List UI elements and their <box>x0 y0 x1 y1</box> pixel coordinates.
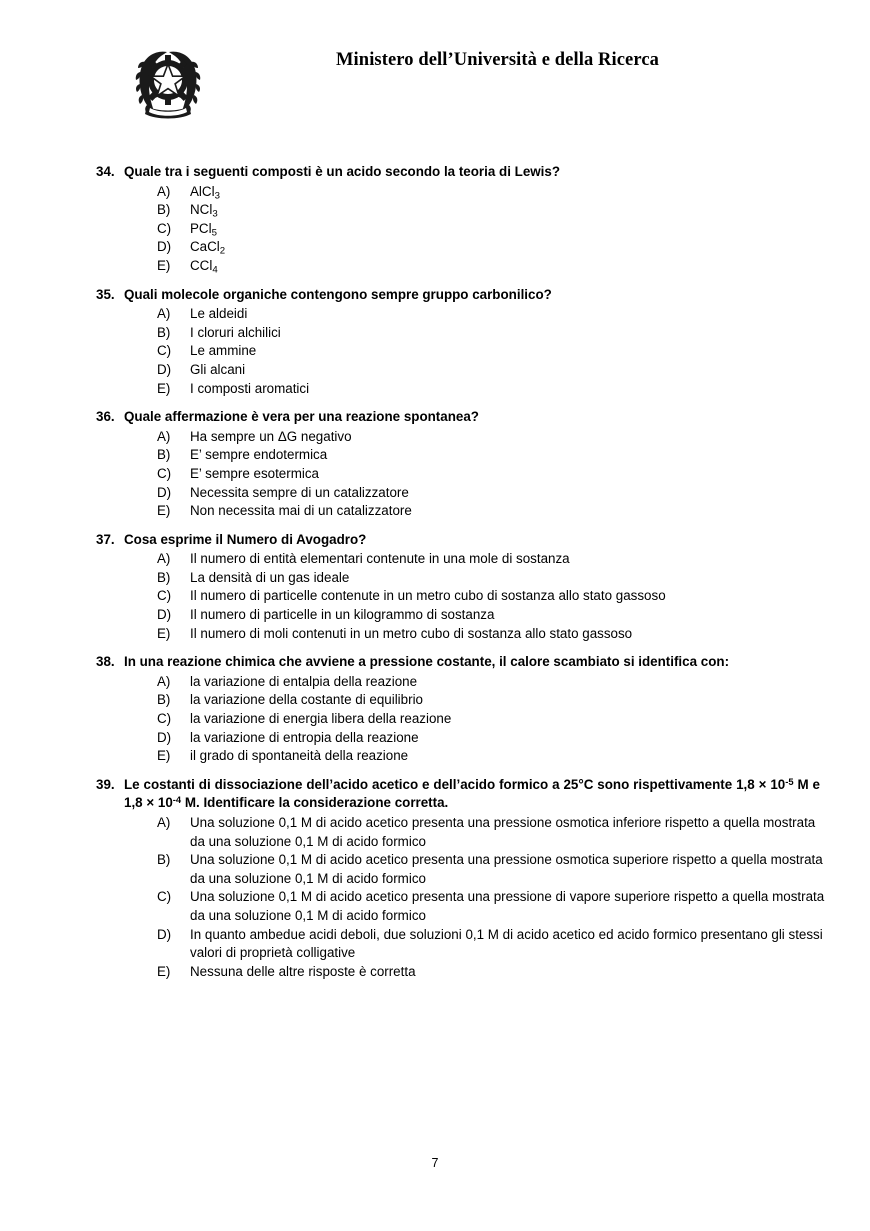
option-text: Necessita sempre di un catalizzatore <box>190 484 409 500</box>
option-letter: C) <box>157 220 172 236</box>
option-row[interactable] <box>0 342 870 361</box>
option-text: la variazione di energia libera della reazione <box>190 711 452 727</box>
option-text: In quanto ambedue acidi deboli, due soluzioni 0,1 M di acido acetico ed acido formico presentano gli stessi valori di proprietà colligative <box>190 926 823 961</box>
option-row[interactable] <box>0 691 870 710</box>
option-text: AlCl$_3$ <box>190 183 220 202</box>
question-number: 35. <box>96 286 115 302</box>
option-letter: E) <box>157 625 171 641</box>
option-row[interactable] <box>0 183 870 202</box>
option-text: Non necessita mai di un catalizzatore <box>190 503 412 519</box>
option-list <box>0 428 870 521</box>
option-letter: B) <box>157 202 171 218</box>
option-letter: D) <box>157 361 172 377</box>
option-row[interactable] <box>0 569 870 588</box>
option-row[interactable] <box>0 324 870 343</box>
option-letter: C) <box>157 711 172 727</box>
option-text: CCl$_4$ <box>190 257 218 276</box>
option-letter: B) <box>157 324 171 340</box>
option-text: E’ sempre endotermica <box>190 447 328 463</box>
option-row[interactable] <box>0 851 870 888</box>
option-text: la variazione della costante di equilibrio <box>190 692 423 708</box>
option-text: I cloruri alchilici <box>190 324 281 340</box>
question-block <box>0 776 870 982</box>
question-number: 34. <box>96 164 115 179</box>
option-text: Una soluzione 0,1 M di acido acetico presenta una pressione osmotica superiore rispetto a quella mostrata da una soluzione 0,1 M di acido formico <box>190 852 823 886</box>
question-text: Quale tra i seguenti composti è un acido secondo la teoria di Lewis? <box>124 164 561 179</box>
option-list <box>0 673 870 766</box>
option-letter: C) <box>157 588 172 604</box>
option-text: I composti aromatici <box>190 380 310 396</box>
option-letter: D) <box>157 926 172 942</box>
option-text: Il numero di particelle contenute in un metro cubo di sostanza allo stato gassoso <box>190 588 666 604</box>
option-row[interactable] <box>0 220 870 239</box>
option-list <box>0 305 870 398</box>
emblem-of-italy-icon <box>134 42 202 134</box>
option-row[interactable] <box>0 587 870 606</box>
option-text: Una soluzione 0,1 M di acido acetico presenta una pressione osmotica inferiore rispetto a quella mostrata da una soluzione 0,1 M di acido formico <box>190 815 816 849</box>
option-letter: E) <box>157 748 171 764</box>
option-row[interactable] <box>0 305 870 324</box>
option-text: la variazione di entropia della reazione <box>190 729 419 745</box>
question-block <box>0 286 870 399</box>
option-text: PCl$_5$ <box>190 220 217 239</box>
option-row[interactable] <box>0 484 870 503</box>
option-letter: A) <box>157 306 171 322</box>
option-row[interactable] <box>0 465 870 484</box>
option-text: La densità di un gas ideale <box>190 569 350 585</box>
option-letter: E) <box>157 963 171 979</box>
option-row[interactable] <box>0 550 870 569</box>
question-stem <box>0 286 870 305</box>
option-text: Il numero di entità elementari contenute in una mole di sostanza <box>190 551 570 567</box>
option-row[interactable] <box>0 710 870 729</box>
option-letter: D) <box>157 607 172 623</box>
option-letter: C) <box>157 343 172 359</box>
option-text: Le ammine <box>190 343 257 359</box>
option-row[interactable] <box>0 926 870 963</box>
option-row[interactable] <box>0 963 870 982</box>
option-letter: E) <box>157 380 171 396</box>
option-letter: B) <box>157 569 171 585</box>
question-number: 37. <box>96 531 115 547</box>
question-text: In una reazione chimica che avviene a pressione costante, il calore scambiato si identifica con: <box>124 654 730 670</box>
question-stem <box>0 531 870 550</box>
option-letter: C) <box>157 889 172 905</box>
option-list <box>0 183 870 276</box>
option-row[interactable] <box>0 673 870 692</box>
option-text: Ha sempre un ΔG negativo <box>190 428 352 444</box>
option-list <box>0 814 870 981</box>
option-text: Gli alcani <box>190 361 246 377</box>
page-number: 7 <box>431 1156 439 1170</box>
option-row[interactable] <box>0 361 870 380</box>
option-letter: B) <box>157 447 171 463</box>
option-letter: D) <box>157 729 172 745</box>
question-block <box>0 408 870 521</box>
question-stem <box>0 653 870 672</box>
question-number: 36. <box>96 409 115 425</box>
page-header <box>0 0 870 150</box>
option-letter: A) <box>157 183 171 199</box>
question-text: Cosa esprime il Numero di Avogadro? <box>124 531 367 547</box>
option-row[interactable] <box>0 747 870 766</box>
question-block <box>0 531 870 644</box>
option-text: il grado di spontaneità della reazione <box>190 748 409 764</box>
question-stem <box>0 163 870 182</box>
option-list <box>0 550 870 643</box>
option-text: CaCl$_2$ <box>190 239 226 258</box>
option-text: la variazione di entalpia della reazione <box>190 673 418 689</box>
option-row[interactable] <box>0 625 870 644</box>
option-letter: A) <box>157 673 171 689</box>
question-list <box>0 163 870 991</box>
option-row[interactable] <box>0 814 870 851</box>
question-block <box>0 653 870 766</box>
option-row[interactable] <box>0 446 870 465</box>
option-row[interactable] <box>0 606 870 625</box>
option-row[interactable] <box>0 729 870 748</box>
option-row[interactable] <box>0 257 870 276</box>
option-row[interactable] <box>0 888 870 925</box>
question-text: Quali molecole organiche contengono sempre gruppo carbonilico? <box>124 286 552 302</box>
question-stem <box>0 776 870 813</box>
option-row[interactable] <box>0 502 870 521</box>
option-letter: A) <box>157 551 171 567</box>
option-letter: C) <box>157 465 172 481</box>
option-text: Il numero di particelle in un kilogrammo di sostanza <box>190 607 495 623</box>
option-letter: E) <box>157 257 171 273</box>
option-text: Una soluzione 0,1 M di acido acetico presenta una pressione di vapore superiore rispetto a quella mostrata da una soluzione 0,1 M di acido formico <box>190 889 825 923</box>
option-text: Nessuna delle altre risposte è corretta <box>190 963 416 979</box>
option-letter: A) <box>157 428 171 444</box>
question-block <box>0 163 870 276</box>
option-letter: B) <box>157 692 171 708</box>
option-letter: D) <box>157 239 172 255</box>
question-text: Le costanti di dissociazione dell’acido acetico e dell’acido formico a 25°C sono rispettivamente $1,8 \times 10^{-5}$ M e $1,8 \times 10^{-4}$ M. Identificare la considerazione corretta. <box>124 776 820 811</box>
option-row[interactable] <box>0 380 870 399</box>
question-text: Quale affermazione è vera per una reazione spontanea? <box>124 409 479 425</box>
option-letter: A) <box>157 815 171 830</box>
option-letter: B) <box>157 852 171 868</box>
option-text: Le aldeidi <box>190 306 248 322</box>
option-text: NCl$_3$ <box>190 202 218 220</box>
option-row[interactable] <box>0 428 870 447</box>
option-letter: D) <box>157 484 172 500</box>
option-text: E’ sempre esotermica <box>190 465 319 481</box>
option-row[interactable] <box>0 238 870 257</box>
question-stem <box>0 408 870 427</box>
option-text: Il numero di moli contenuti in un metro cubo di sostanza allo stato gassoso <box>190 625 633 641</box>
question-number: 38. <box>96 654 115 670</box>
ministry-title: Ministero dell’Università e della Ricerca <box>336 50 659 70</box>
option-row[interactable] <box>0 201 870 220</box>
option-letter: E) <box>157 503 171 519</box>
question-number: 39. <box>96 776 115 792</box>
page-footer <box>0 1156 870 1170</box>
